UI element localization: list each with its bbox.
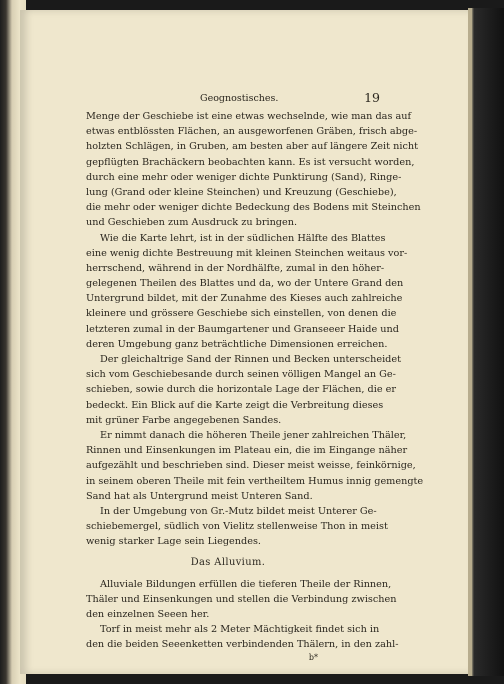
text-line: schieben, sowie durch die horizontale Lage der Flächen, die er [86, 384, 397, 396]
page-number: 19 [364, 90, 380, 105]
text-line: kleinere und grössere Geschiebe sich einstellen, von denen die [86, 308, 397, 320]
text-line: Rinnen und Einsenkungen im Plateau ein, die im Eingange näher [86, 445, 408, 457]
text-line: In der Umgebung von Gr.-Mutz bildet meist Unterer Ge- [100, 505, 377, 517]
text-line: Torf in meist mehr als 2 Meter Mächtigkeit findet sich in [100, 624, 380, 636]
text-line: letzteren zumal in der Baumgartener und Granseeer Haide und [86, 323, 399, 335]
text-line: sich vom Geschiebesande durch seinen völligen Mangel an Ge- [86, 369, 396, 381]
text-line: die mehr oder weniger dichte Bedeckung des Bodens mit Steinchen [86, 202, 421, 214]
text-line: etwas entblössten Flächen, an ausgeworfenen Gräben, frisch abge- [86, 126, 418, 138]
running-header-title: Geognostisches. [200, 93, 279, 104]
text-line: durch eine mehr oder weniger dichte Punktirung (Sand), Ringe- [86, 171, 402, 183]
page-edge-strip [468, 8, 472, 676]
text-line: aufgezählt und beschrieben sind. Dieser meist weisse, feinkörnige, [86, 460, 416, 472]
signature-mark: b* [308, 652, 318, 662]
text-line: den die beiden Seeenketten verbindenden Thälern, in den zahl- [86, 639, 399, 651]
text-line: Menge der Geschiebe ist eine etwas wechselnde, wie man das auf [86, 111, 412, 122]
text-line: herrschend, während in der Nordhälfte, zumal in den höher- [86, 262, 385, 274]
text-line: bedeckt. Ein Blick auf die Karte zeigt die Verbreitung dieses [86, 399, 384, 411]
text-line: eine wenig dichte Bestreuung mit kleinen Steinchen weitaus vor- [86, 247, 408, 259]
running-header [200, 91, 390, 105]
text-line: Wie die Karte lehrt, ist in der südlichen Hälfte des Blattes [100, 232, 386, 244]
text-line: deren Umgebung ganz beträchtliche Dimensionen erreichen. [86, 338, 388, 350]
text-line: Thäler und Einsenkungen und stellen die Verbindung zwischen [86, 593, 397, 605]
text-line: schiebemergel, südlich von Vielitz stellenweise Thon in meist [86, 521, 388, 533]
text-line: Sand hat als Untergrund meist Unteren Sand. [86, 490, 313, 502]
page-edge-shadow [468, 8, 504, 676]
body-text [86, 109, 424, 663]
text-line: wenig starker Lage sein Liegendes. [86, 536, 261, 548]
text-line: den einzelnen Seeen her. [86, 609, 210, 620]
text-line: gepflügten Brachäckern beobachten kann. Es ist versucht worden, [86, 156, 415, 168]
text-line: und Geschieben zum Ausdruck zu bringen. [86, 217, 298, 229]
body-text-block-2 [86, 577, 399, 653]
text-line: lung (Grand oder kleine Steinchen) und Kreuzung (Geschiebe), [86, 186, 397, 198]
text-line: mit grüner Farbe angegebenen Sandes. [86, 414, 282, 426]
text-line: Er nimmt danach die höheren Theile jener zahlreichen Thäler, [100, 429, 407, 441]
text-line: Der gleichaltrige Sand der Rinnen und Becken unterscheidet [100, 354, 402, 365]
section-heading: Das Alluvium. [190, 557, 266, 569]
text-line: in seinem oberen Theile mit fein vertheiltem Humus innig gemengte [86, 475, 424, 487]
text-line: Untergrund bildet, mit der Zunahme des Kieses auch zahlreiche [86, 293, 403, 305]
text-line: holzten Schlägen, in Gruben, am besten aber auf längere Zeit nicht [86, 141, 418, 153]
text-line: gelegenen Theilen des Blattes und da, wo der Untere Grand den [86, 278, 404, 290]
body-text-block-1 [86, 109, 424, 549]
text-line: Alluviale Bildungen erfüllen die tieferen Theile der Rinnen, [100, 578, 392, 590]
